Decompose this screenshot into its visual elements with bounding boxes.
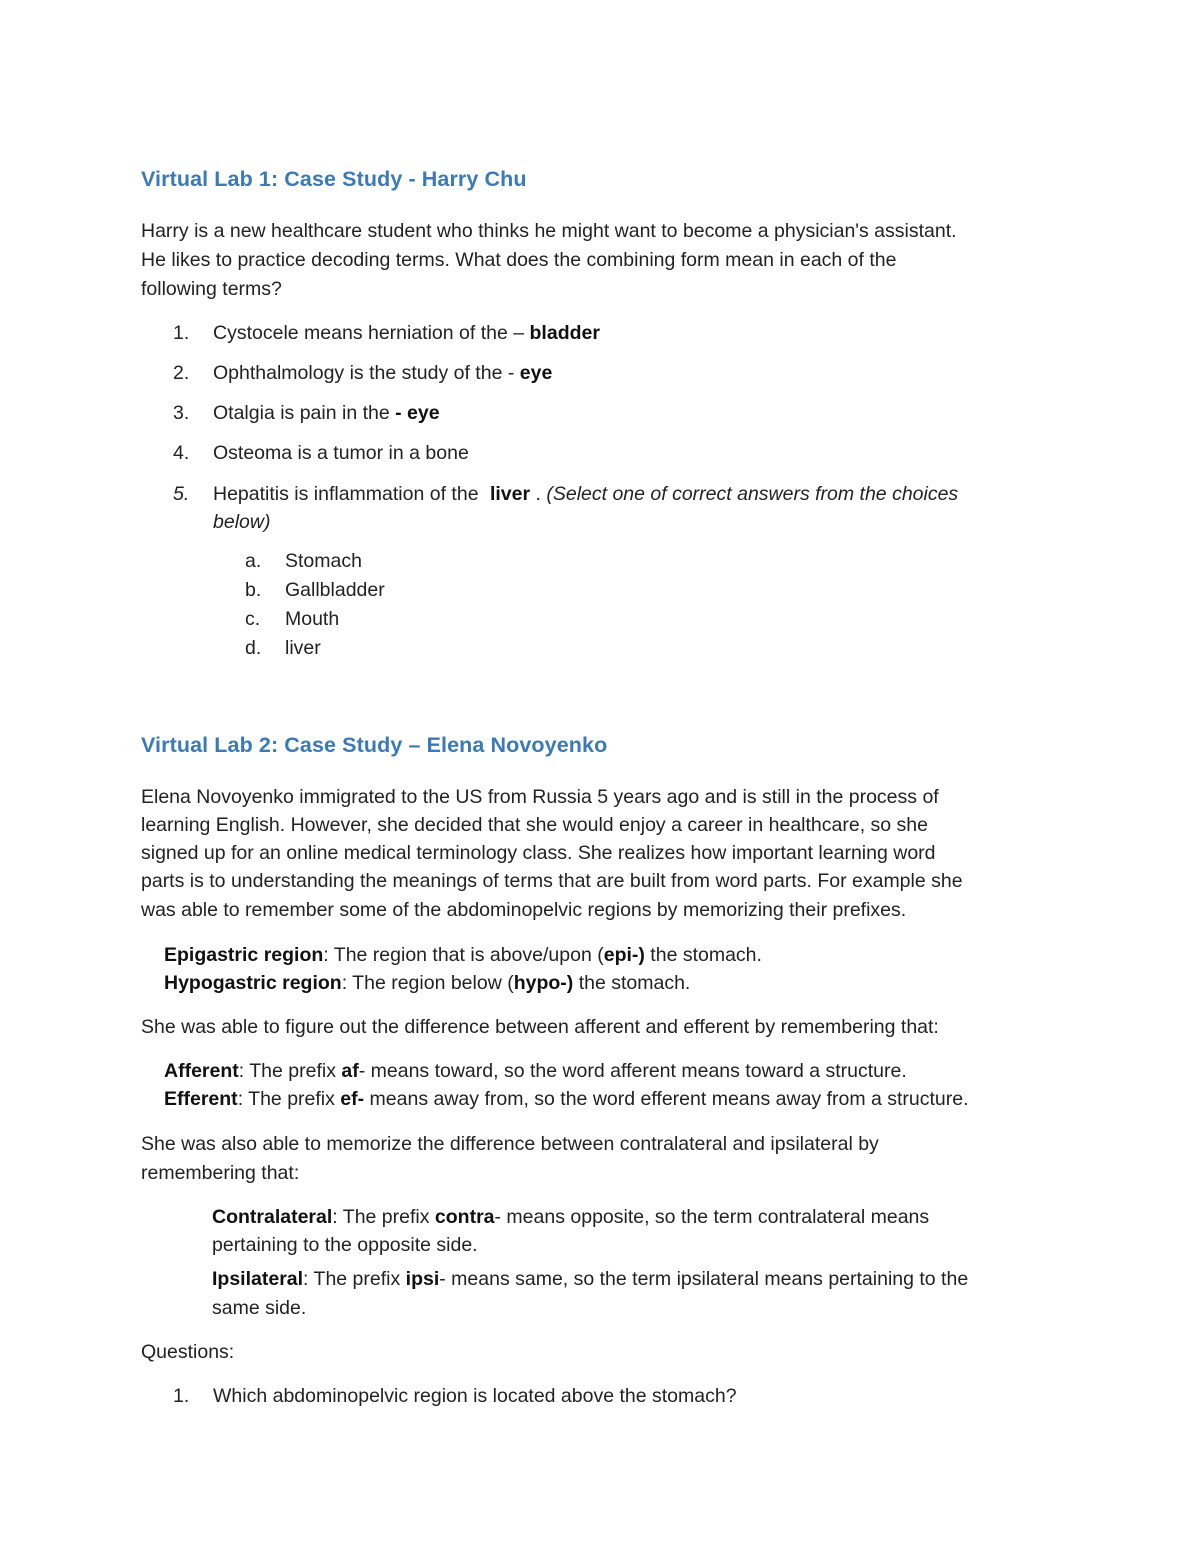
definition-text: : The prefix	[238, 1060, 342, 1082]
definition-text: : The prefix	[332, 1206, 435, 1228]
ipsilateral-definition	[212, 1265, 968, 1294]
list-number: 5.	[173, 483, 190, 505]
afferent-intro: She was able to figure out the difference between afferent and efferent by remembering that:	[141, 1016, 939, 1038]
choice-text: Gallbladder	[285, 579, 385, 601]
list-item	[173, 359, 552, 388]
lab2-intro-line-4: parts is to understanding the meanings of terms that are built from word parts. For example she	[141, 870, 963, 892]
prefix: contra	[434, 1206, 495, 1228]
lab1-heading: Virtual Lab 1: Case Study - Harry Chu	[141, 167, 527, 191]
list-number: 2.	[173, 362, 190, 384]
definition-text: : The prefix	[237, 1088, 341, 1110]
definition-text: : The region that is above/upon (	[323, 944, 604, 966]
list-text: Cystocele means herniation of the –	[213, 322, 530, 344]
term: Afferent	[164, 1060, 239, 1082]
contralateral-definition-continued: pertaining to the opposite side.	[212, 1234, 478, 1256]
definition-text: : The prefix	[303, 1268, 406, 1290]
question-number: 1.	[173, 1385, 190, 1407]
term: Hypogastric region	[164, 972, 342, 994]
question-item	[173, 1382, 737, 1411]
lab1-intro-line-1: Harry is a new healthcare student who thinks he might want to become a physician's assistant.	[141, 220, 957, 242]
choice-item	[245, 547, 362, 576]
list-answer: eye	[519, 362, 553, 384]
definition-text: the stomach.	[644, 944, 762, 966]
list-text-after: .	[530, 483, 547, 505]
question-text: Which abdominopelvic region is located above the stomach?	[213, 1385, 737, 1407]
prefix: ipsi	[405, 1268, 440, 1290]
choice-text: Stomach	[285, 550, 362, 572]
prefix: ef-	[340, 1088, 365, 1110]
list-text: Otalgia is pain in the	[213, 402, 396, 424]
list-note: (Select one of correct answers from the choices	[546, 483, 959, 505]
contralateral-definition	[212, 1203, 929, 1232]
term: Epigastric region	[164, 944, 324, 966]
list-item	[173, 399, 440, 428]
choice-item	[245, 634, 321, 663]
list-number: 1.	[173, 322, 190, 344]
questions-label: Questions:	[141, 1341, 235, 1363]
term: Efferent	[164, 1088, 238, 1110]
afferent-definition	[164, 1057, 907, 1086]
term: Ipsilateral	[212, 1268, 304, 1290]
lab2-intro-line-2: learning English. However, she decided that she would enjoy a career in healthcare, so she	[141, 814, 928, 836]
epigastric-definition	[164, 941, 762, 970]
list-text: Hepatitis is inflammation of the	[213, 483, 484, 505]
choice-letter: d.	[245, 637, 262, 659]
prefix: epi-)	[603, 944, 645, 966]
list-answer: liver	[489, 483, 531, 505]
ipsilateral-definition-continued: same side.	[212, 1297, 307, 1319]
hypogastric-definition	[164, 969, 690, 998]
list-note-continued: below)	[213, 511, 271, 533]
definition-text: - means opposite, so the term contralateral means	[494, 1206, 930, 1228]
list-item	[173, 319, 600, 348]
definition-text: - means same, so the term ipsilateral means pertaining to the	[439, 1268, 969, 1290]
list-item	[173, 480, 958, 509]
choice-text: Mouth	[285, 608, 340, 630]
choice-item	[245, 605, 339, 634]
list-answer: bladder	[529, 322, 600, 344]
list-text: Osteoma is a tumor in a bone	[213, 442, 469, 464]
contra-intro-line-1: She was also able to memorize the difference between contralateral and ipsilateral by	[141, 1133, 879, 1155]
list-answer: - eye	[395, 402, 440, 424]
lab1-intro-line-3: following terms?	[141, 278, 282, 300]
choice-text: liver	[285, 637, 321, 659]
definition-text: means away from, so the word efferent means away from a structure.	[364, 1088, 969, 1110]
contra-intro-line-2: remembering that:	[141, 1162, 300, 1184]
efferent-definition	[164, 1085, 969, 1114]
list-number: 4.	[173, 442, 190, 464]
term: Contralateral	[212, 1206, 333, 1228]
list-item	[173, 439, 469, 468]
lab2-intro-line-5: was able to remember some of the abdominopelvic regions by memorizing their prefixes.	[141, 899, 907, 921]
choice-letter: b.	[245, 579, 262, 601]
lab2-intro-line-3: signed up for an online medical terminology class. She realizes how important learning word	[141, 842, 936, 864]
lab2-heading: Virtual Lab 2: Case Study – Elena Novoyenko	[141, 733, 608, 757]
choice-item	[245, 576, 385, 605]
definition-text: : The region below (	[341, 972, 514, 994]
definition-text: the stomach.	[573, 972, 691, 994]
list-number: 3.	[173, 402, 190, 424]
lab2-intro-line-1: Elena Novoyenko immigrated to the US from Russia 5 years ago and is still in the process of	[141, 786, 939, 808]
choice-letter: c.	[245, 608, 261, 630]
choice-letter: a.	[245, 550, 262, 572]
prefix: hypo-)	[513, 972, 574, 994]
definition-text: - means toward, so the word afferent means toward a structure.	[358, 1060, 907, 1082]
lab1-intro-line-2: He likes to practice decoding terms. What does the combining form mean in each of the	[141, 249, 897, 271]
prefix: af	[341, 1060, 359, 1082]
list-text: Ophthalmology is the study of the -	[213, 362, 520, 384]
